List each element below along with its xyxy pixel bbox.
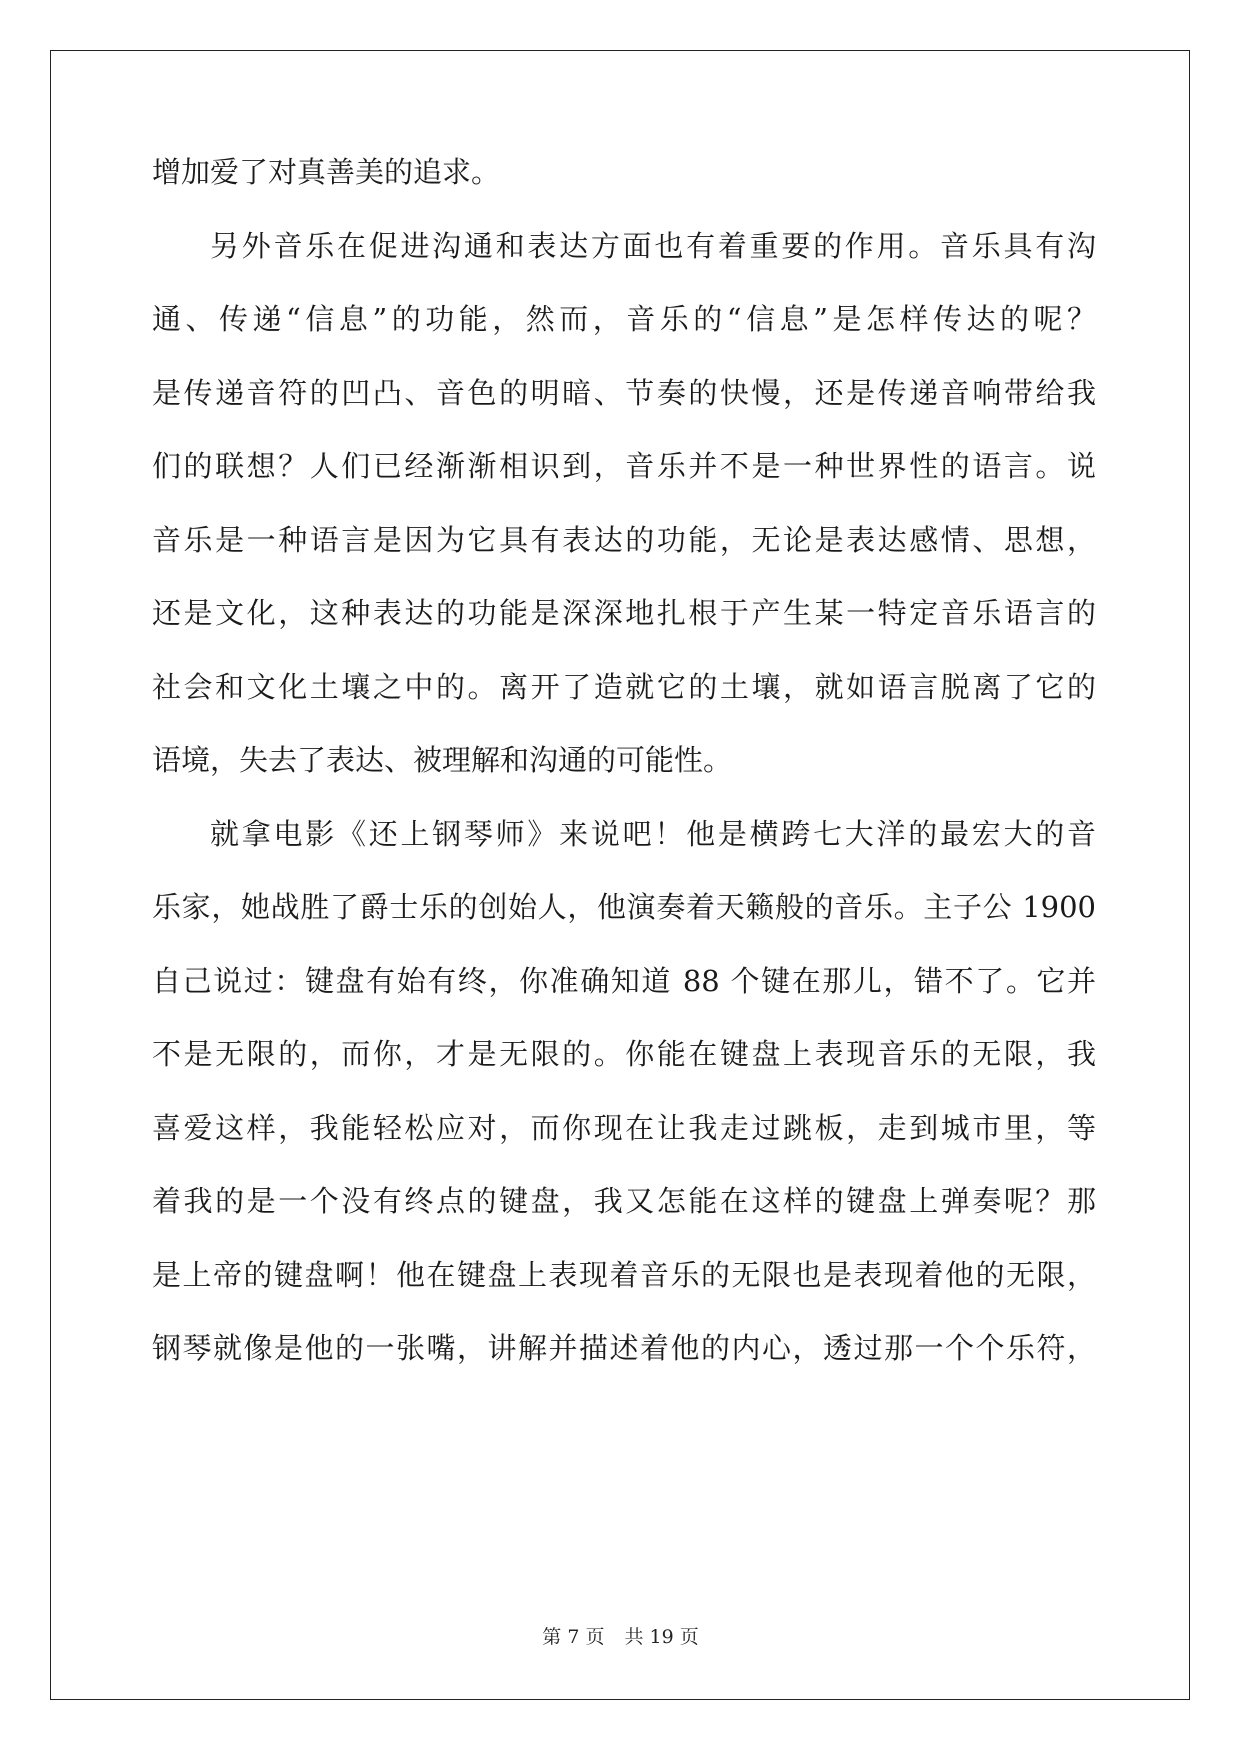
body-line-1: 增加爱了对真善美的追求。 <box>152 155 501 189</box>
body-line-4: 是传递音符的凹凸、音色的明暗、节奏的快慢，还是传递音响带给我 <box>152 375 1096 410</box>
body-line-10: 就拿电影《还上钢琴师》来说吧！他是横跨七大洋的最宏大的音 <box>210 816 1096 851</box>
page-border <box>50 50 1190 1700</box>
body-line-12: 自己说过：键盘有始有终，你准确知道 88 个键在那儿，错不了。它并 <box>152 963 1096 998</box>
body-line-16: 是上帝的键盘啊！他在键盘上表现着音乐的无限也是表现着他的无限， <box>152 1257 1096 1292</box>
body-line-11: 乐家，她战胜了爵士乐的创始人，他演奏着天籁般的音乐。主子公 1900 <box>152 890 1096 924</box>
body-line-13: 不是无限的，而你，才是无限的。你能在键盘上表现音乐的无限，我 <box>152 1037 1096 1071</box>
page-footer <box>0 1622 1241 1649</box>
body-line-8: 社会和文化土壤之中的。离开了造就它的土壤，就如语言脱离了它的 <box>152 669 1096 704</box>
total-pages-label: 共 19 页 <box>624 1626 699 1648</box>
body-line-7: 还是文化，这种表达的功能是深深地扎根于产生某一特定音乐语言的 <box>152 596 1096 630</box>
body-line-15: 着我的是一个没有终点的键盘，我又怎能在这样的键盘上弹奏呢？那 <box>152 1184 1096 1218</box>
current-page-label: 第 7 页 <box>542 1626 605 1648</box>
body-line-14: 喜爱这样，我能轻松应对，而你现在让我走过跳板，走到城市里，等 <box>152 1110 1096 1145</box>
body-line-17: 钢琴就像是他的一张嘴，讲解并描述着他的内心，透过那一个个乐符， <box>152 1331 1096 1365</box>
body-line-9: 语境，失去了表达、被理解和沟通的可能性。 <box>152 743 733 777</box>
body-line-2: 另外音乐在促进沟通和表达方面也有着重要的作用。音乐具有沟 <box>210 228 1096 263</box>
body-line-3: 通、传递“信息”的功能，然而，音乐的“信息”是怎样传达的呢？ <box>152 302 1096 336</box>
body-line-5: 们的联想？人们已经渐渐相识到，音乐并不是一种世界性的语言。说 <box>152 449 1096 483</box>
body-line-6: 音乐是一种语言是因为它具有表达的功能，无论是表达感情、思想， <box>152 522 1096 557</box>
